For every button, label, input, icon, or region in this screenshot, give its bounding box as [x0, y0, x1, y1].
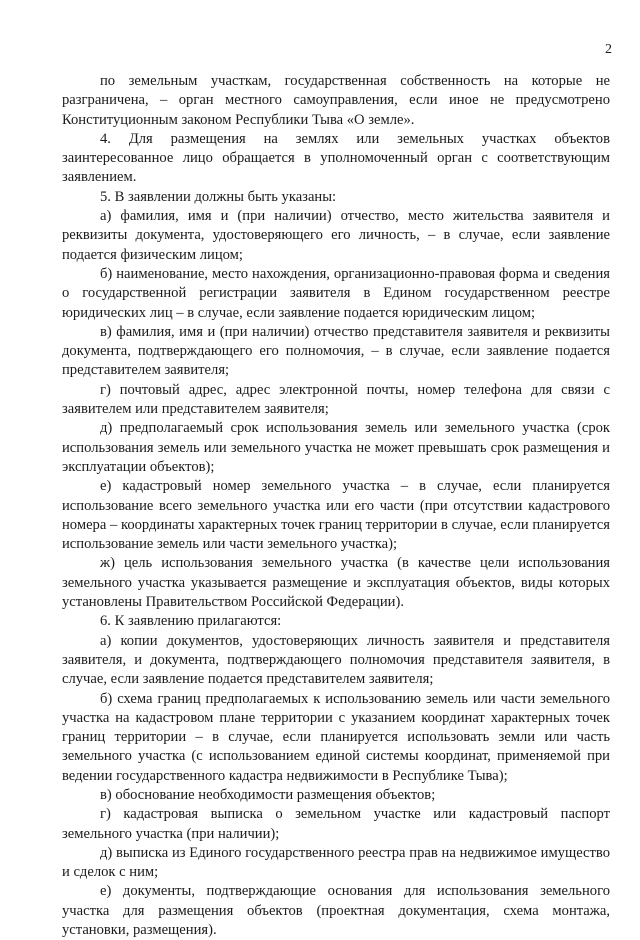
paragraph: б) наименование, место нахождения, организационно-правовая форма и сведения о государственной регистрации заявителя в Едином государственном реестре юридических лиц – в случае, если заявление подается юридическим лицом; — [62, 265, 610, 321]
paragraph: а) копии документов, удостоверяющих личность заявителя и представителя заявителя, и документа, подтверждающего полномочия представителя заявителя, в случае, если заявление подается представителем заявителя; — [62, 632, 610, 688]
paragraph: д) выписка из Единого государственного реестра прав на недвижимое имущество и сделок с ним; — [62, 844, 610, 881]
paragraph: по земельным участкам, государственная собственность на которые не разграничена, – орган местного самоуправления, если иное не предусмотрено Конституционным законом Республики Тыва «О земле». — [62, 73, 610, 128]
paragraph: г) кадастровая выписка о земельном участке или кадастровый паспорт земельного участка (при наличии); — [62, 806, 610, 842]
document-body — [62, 72, 610, 940]
paragraph: 6. К заявлению прилагаются: — [100, 613, 282, 630]
paragraph: 4. Для размещения на землях или земельных участках объектов заинтересованное лицо обращается в уполномоченный орган с соответствующим заявлением. — [62, 130, 610, 186]
paragraph: е) документы, подтверждающие основания для использования земельного участка для размещения объектов (проектная документация, схема монтажа, установки, размещения). — [62, 883, 610, 939]
paragraph: е) кадастровый номер земельного участка – в случае, если планируется использование всего земельного участка или его части (при отсутствии кадастрового номера – координаты характерных точек границ территории в случае, если планируется использование земель или части земельного участка); — [62, 478, 610, 553]
paragraph: в) фамилия, имя и (при наличии) отчество представителя заявителя и реквизиты документа, подтверждающего его полномочия, – в случае, если заявление подается представителем заявителя; — [62, 323, 610, 379]
paragraph: д) предполагаемый срок использования земель или земельного участка (срок использования земель или земельного участка не может превышать срок размещения и эксплуатации объектов); — [62, 420, 610, 475]
paragraph: 5. В заявлении должны быть указаны: — [100, 188, 337, 205]
paragraph: а) фамилия, имя и (при наличии) отчество, место жительства заявителя и реквизиты документа, удостоверяющего его личность, – в случае, если заявление подается физическим лицом; — [62, 208, 610, 263]
paragraph: б) схема границ предполагаемых к использованию земель или части земельного участка на кадастровом плане территории с указанием координат характерных точек границ территории – в случае, если планируется использовать земли или часть земельного участка (с использованием единой системы координат, применяемой при ведении государственного кадастра недвижимости в Республике Тыва); — [62, 690, 610, 784]
paragraph: в) обоснование необходимости размещения объектов; — [100, 786, 436, 803]
page-number: 2 — [605, 42, 612, 57]
paragraph: г) почтовый адрес, адрес электронной почты, номер телефона для связи с заявителем или представителем заявителя; — [62, 381, 610, 418]
paragraph: ж) цель использования земельного участка (в качестве цели использования земельного участка указывается размещение и эксплуатация объектов, виды которых установлены Правительством Российской Федерации). — [62, 555, 610, 611]
